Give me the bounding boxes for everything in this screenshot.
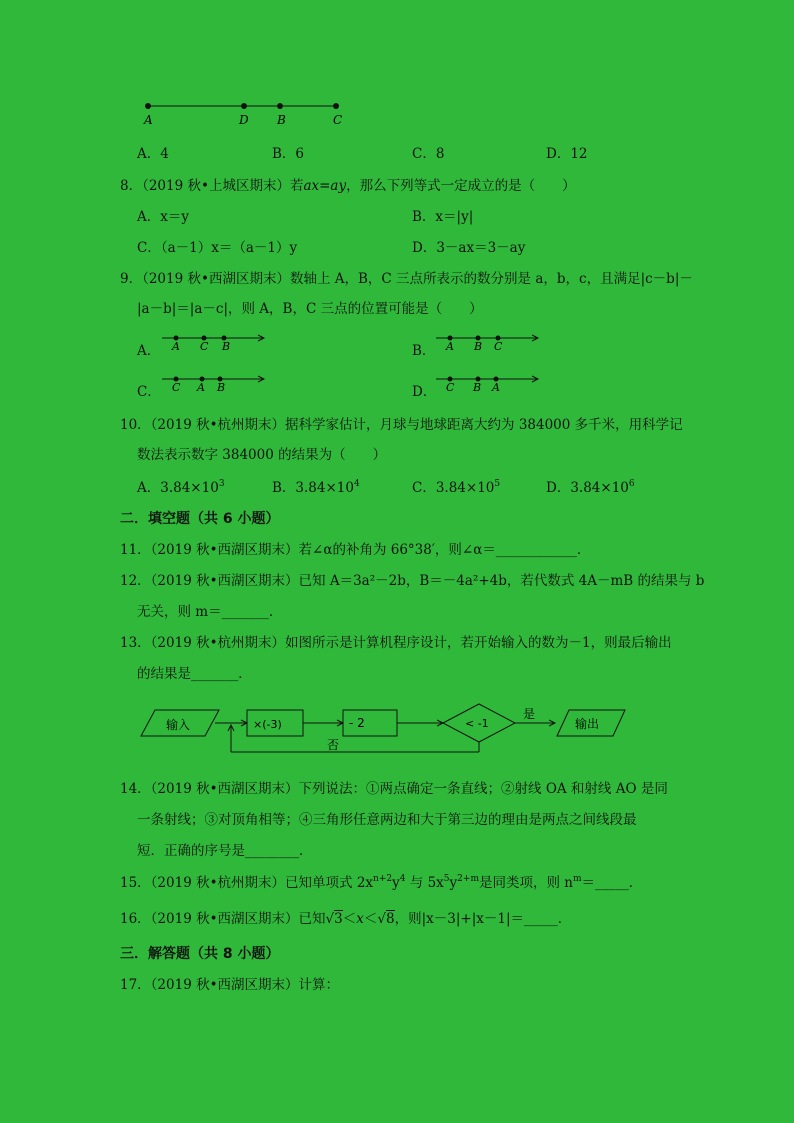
option-b: B．$3.84\times 10^4$ <box>272 479 360 496</box>
number-line-c <box>160 371 270 395</box>
point-label: A <box>172 340 180 353</box>
question-16: 16．（2019 秋•西湖区期末）已知√3＜x＜√8，则|x－3|+|x－1|＝_____． <box>120 911 572 927</box>
point-label: C <box>172 381 181 394</box>
number-line-b <box>434 330 544 354</box>
number-line-d <box>434 371 544 395</box>
no-label: 否 <box>327 738 340 752</box>
question-11: 11．（2019 秋•西湖区期末）若∠α的补角为 66°38′，则∠α＝____________． <box>120 542 591 558</box>
option-a: A．4 <box>137 146 169 162</box>
question-9-line1: 9．（2019 秋•西湖区期末）数轴上 A，B，C 三点所表示的数分别是 a，b，c，且满足|c－b|－ <box>120 271 693 287</box>
point-label: A <box>492 381 500 394</box>
multiply-label: ×(-3) <box>253 718 282 731</box>
question-10-line2: 数法表示数字 384000 的结果为（ ） <box>137 447 387 463</box>
question-13-line1: 13．（2019 秋•杭州期末）如图所示是计算机程序设计，若开始输入的数为－1，则最后输出 <box>120 635 672 651</box>
sqrt-icon: √ <box>377 911 386 927</box>
point-label: A <box>144 113 153 127</box>
subtract-label: - 2 <box>349 716 365 730</box>
point-label: C <box>333 113 343 127</box>
point-label: B <box>473 381 482 394</box>
point-label: B <box>474 340 483 353</box>
point-label: C <box>446 381 455 394</box>
option-b: B．x＝|y| <box>412 209 474 225</box>
option-d: D．$3.84\times 10^6$ <box>546 479 635 496</box>
output-label: 输出 <box>575 717 600 731</box>
question-8: 8．（2019 秋•上城区期末）若ax=ay，那么下列等式一定成立的是（ ） <box>120 178 576 194</box>
option-c: C．$3.84\times 10^5$ <box>412 479 501 496</box>
question-10-line1: 10．（2019 秋•杭州期末）据科学家估计，月球与地球距离大约为 384000 多千米，用科学记 <box>120 417 683 433</box>
segment-figure <box>140 98 350 128</box>
point-label: B <box>277 113 286 127</box>
point-label: B <box>217 381 226 394</box>
option-a: A．$3.84\times 10^3$ <box>137 479 225 496</box>
option-d: D．3－ax＝3－ay <box>412 240 526 256</box>
option-a: A． <box>137 343 161 359</box>
option-d: D．12 <box>546 146 588 162</box>
option-b: B． <box>412 343 436 359</box>
number-line-a <box>160 330 270 354</box>
question-14-line1: 14．（2019 秋•西湖区期末）下列说法：①两点确定一条直线；②射线 OA 和射线 AO 是同 <box>120 781 668 797</box>
point-label: A <box>197 381 205 394</box>
yes-label: 是 <box>523 707 536 721</box>
input-label: 输入 <box>166 718 191 732</box>
question-14-line2: 一条射线；③对顶角相等；④三角形任意两边和大于第三边的理由是两点之间线段最 <box>137 812 637 828</box>
condition-label: < -1 <box>465 717 489 730</box>
option-c: C．8 <box>412 146 445 162</box>
question-12-line1: 12．（2019 秋•西湖区期末）已知 A＝3a²－2b，B＝－4a²+4b，若代数式 4A－mB 的结果与 b <box>120 573 705 589</box>
option-d: D． <box>412 384 437 400</box>
point-label: A <box>446 340 454 353</box>
section-heading-solutions: 三．解答题（共 8 小题） <box>120 946 280 962</box>
sqrt-icon: √ <box>325 911 335 927</box>
point-label: B <box>222 340 231 353</box>
option-a: A．x＝y <box>137 209 189 225</box>
question-17: 17．（2019 秋•西湖区期末）计算： <box>120 977 340 993</box>
option-c: C．（a－1）x＝（a－1）y <box>137 240 298 256</box>
question-12-line2: 无关，则 m＝_______． <box>137 604 283 620</box>
option-b: B．6 <box>272 146 305 162</box>
point-label: C <box>494 340 503 353</box>
question-15: 15．（2019 秋•杭州期末）已知单项式 $2x^{n+2}y^4$ 与 $5x^5y^{2+m}$是同类项，则 $n^m=\_\_\_\_\_$． <box>120 874 643 891</box>
option-c: C． <box>137 384 161 400</box>
program-flowchart <box>135 700 635 756</box>
question-9-line2: |a－b|＝|a－c|，则 A，B，C 三点的位置可能是（ ） <box>137 301 483 317</box>
question-13-line2: 的结果是_______． <box>137 666 252 682</box>
question-14-line3: 短．正确的序号是________． <box>137 843 313 859</box>
section-heading-fill-in: 二．填空题（共 6 小题） <box>120 511 280 527</box>
point-label: D <box>239 113 249 127</box>
point-label: C <box>200 340 209 353</box>
